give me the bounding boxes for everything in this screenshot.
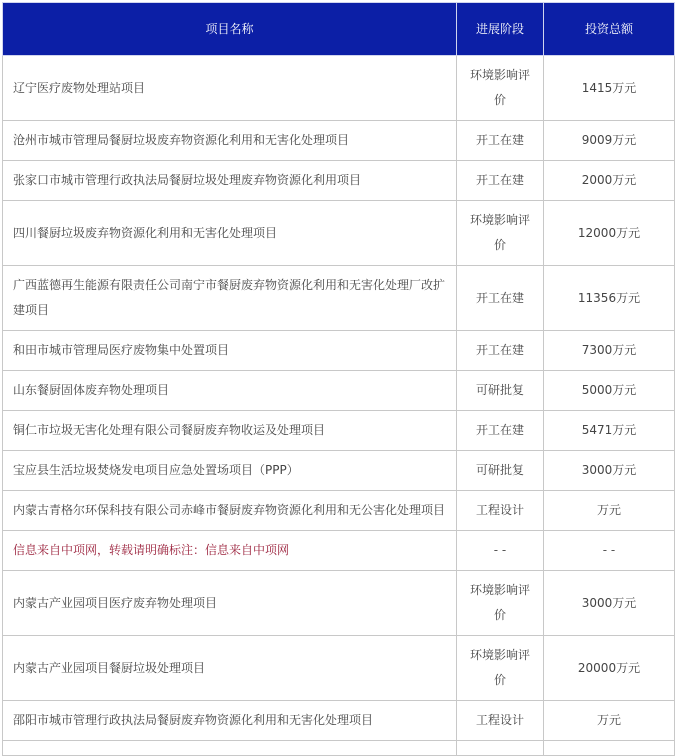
stage-cell: 环境影响评价: [457, 56, 544, 121]
stage-cell: 开工在建: [457, 121, 544, 161]
investment-cell: 5000万元: [544, 371, 675, 411]
stage-cell: 开工在建: [457, 266, 544, 331]
table-row: [3, 201, 675, 266]
stage-cell: 环境影响评价: [457, 571, 544, 636]
project-name-cell: 沧州市城市管理局餐厨垃圾废弃物资源化利用和无害化处理项目: [3, 121, 457, 161]
investment-cell: 5471万元: [544, 411, 675, 451]
investment-cell: 9009万元: [544, 121, 675, 161]
stage-cell: 可研批复: [457, 371, 544, 411]
project-name-cell: 铜仁市垃圾无害化处理有限公司餐厨废弃物收运及处理项目: [3, 411, 457, 451]
investment-cell: 万元: [544, 491, 675, 531]
header-project-name: 项目名称: [3, 3, 457, 56]
table-row: [3, 56, 675, 121]
stage-cell: 工程设计: [457, 491, 544, 531]
project-name-cell: 宝应县生活垃圾焚烧发电项目应急处置场项目（PPP）: [3, 451, 457, 491]
table-row: [3, 371, 675, 411]
project-name-cell: 内蒙古产业园项目餐厨垃圾处理项目: [3, 636, 457, 701]
table-row: [3, 331, 675, 371]
table-row: [3, 411, 675, 451]
stage-cell: 工程设计: [457, 701, 544, 741]
project-name-cell: 四川餐厨垃圾废弃物资源化利用和无害化处理项目: [3, 201, 457, 266]
stage-cell: 环境影响评价: [457, 636, 544, 701]
investment-cell: 万元: [544, 701, 675, 741]
project-name-cell: 张家口市城市管理行政执法局餐厨垃圾处理废弃物资源化利用项目: [3, 161, 457, 201]
stage-cell: - -: [457, 531, 544, 571]
project-name-cell: 内蒙古产业园项目医疗废弃物处理项目: [3, 571, 457, 636]
source-note-row: [3, 531, 675, 571]
investment-cell: 3000万元: [544, 451, 675, 491]
stage-cell: 开工在建: [457, 411, 544, 451]
header-stage: 进展阶段: [457, 3, 544, 56]
stage-cell: 环境影响评价: [457, 201, 544, 266]
project-name-cell: 和田市城市管理局医疗废物集中处置项目: [3, 331, 457, 371]
table-row: [3, 121, 675, 161]
table-row: [3, 266, 675, 331]
stage-cell: [457, 741, 544, 756]
project-name-cell: 辽宁医疗废物处理站项目: [3, 56, 457, 121]
project-name-cell: 信息来自中项网，转载请明确标注：信息来自中项网: [3, 531, 457, 571]
investment-cell: 20000万元: [544, 636, 675, 701]
table-row: [3, 451, 675, 491]
investment-cell: 11356万元: [544, 266, 675, 331]
project-name-cell: 内蒙古青格尔环保科技有限公司赤峰市餐厨废弃物资源化利用和无公害化处理项目: [3, 491, 457, 531]
header-investment: 投资总额: [544, 3, 675, 56]
investment-cell: 12000万元: [544, 201, 675, 266]
project-name-cell: 邵阳市城市管理行政执法局餐厨废弃物资源化利用和无害化处理项目: [3, 701, 457, 741]
header-row: [3, 3, 675, 56]
stage-cell: 可研批复: [457, 451, 544, 491]
project-name-cell: [3, 741, 457, 756]
stage-cell: 开工在建: [457, 331, 544, 371]
table-row: [3, 491, 675, 531]
table-row: [3, 571, 675, 636]
project-name-cell: 山东餐厨固体废弃物处理项目: [3, 371, 457, 411]
investment-cell: [544, 741, 675, 756]
investment-cell: 2000万元: [544, 161, 675, 201]
projects-table: [2, 2, 675, 756]
investment-cell: 3000万元: [544, 571, 675, 636]
investment-cell: - -: [544, 531, 675, 571]
table-row: [3, 701, 675, 741]
investment-cell: 7300万元: [544, 331, 675, 371]
table-row: [3, 161, 675, 201]
table-row: [3, 741, 675, 756]
investment-cell: 1415万元: [544, 56, 675, 121]
table-row: [3, 636, 675, 701]
project-name-cell: 广西蓝德再生能源有限责任公司南宁市餐厨废弃物资源化利用和无害化处理厂改扩建项目: [3, 266, 457, 331]
stage-cell: 开工在建: [457, 161, 544, 201]
